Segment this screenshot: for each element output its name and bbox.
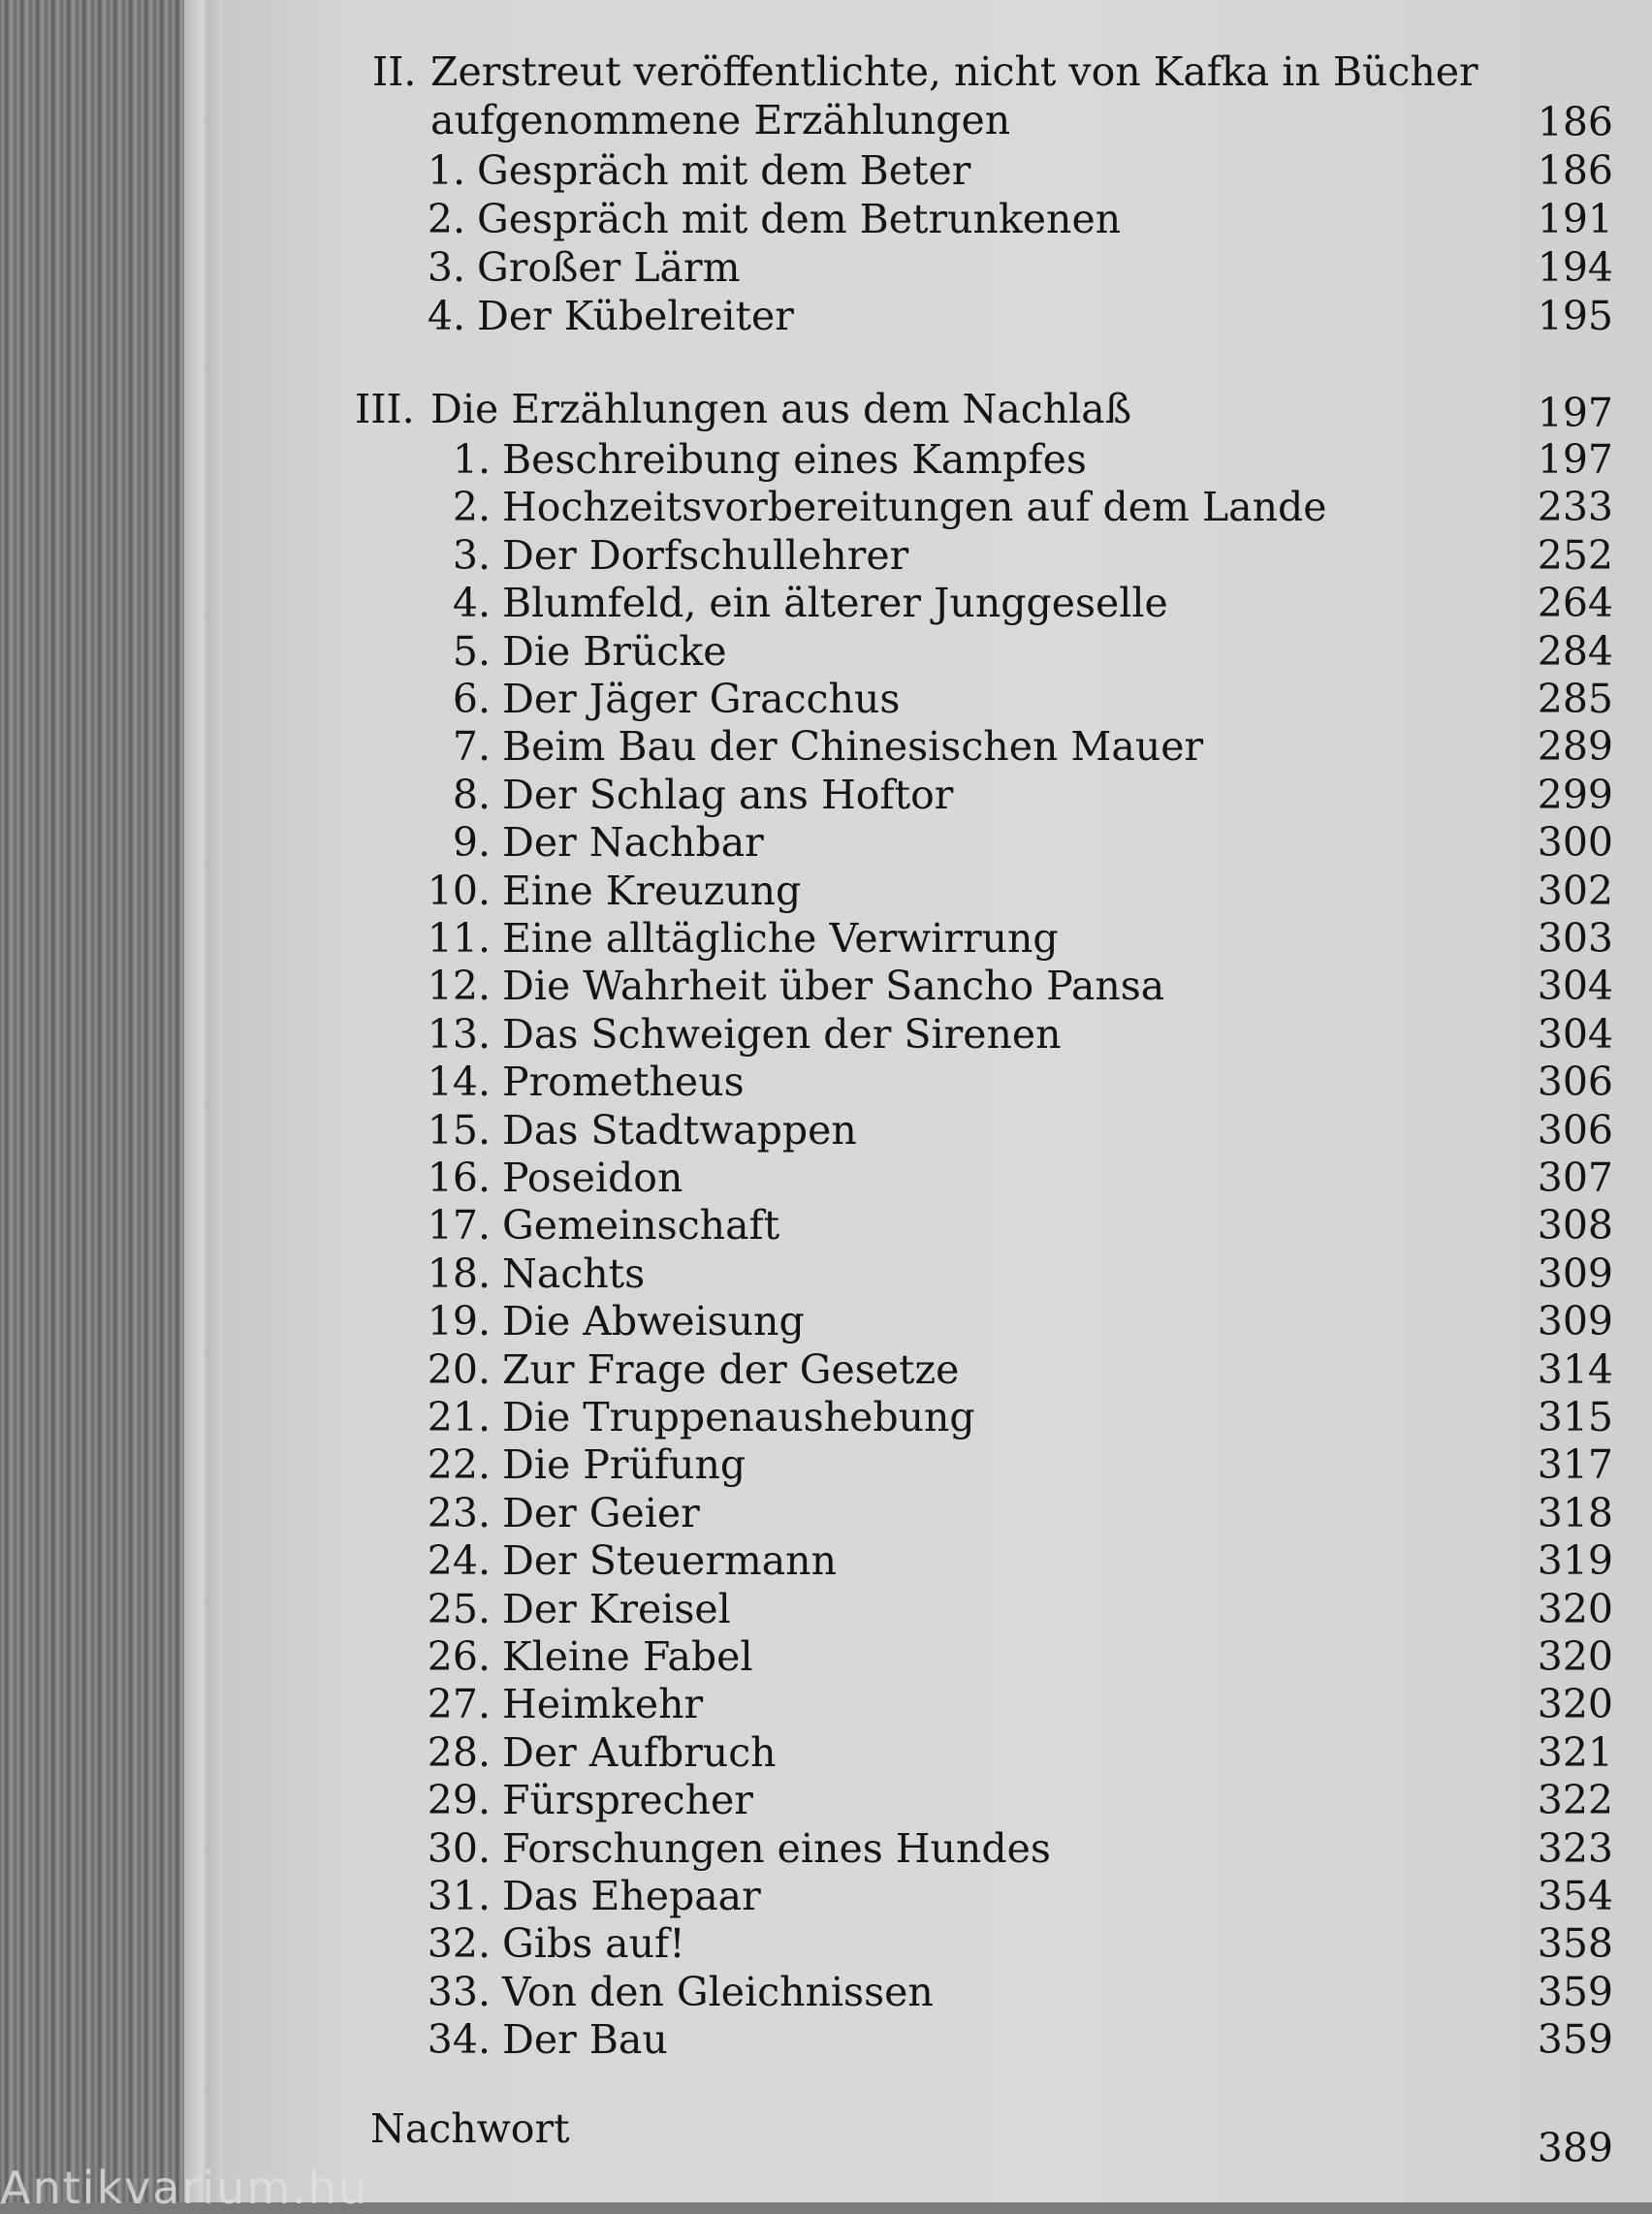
toc-entry [417,145,970,196]
toc-page [223,0,1652,2202]
toc-entry [417,1249,645,1299]
entry-number: 4. [452,580,491,627]
entry-title: Beim Bau der Chinesischen Mauer [502,723,1204,771]
entry-title: Der Schlag ans Hoftor [502,771,954,818]
entry-page-number: 264 [1537,580,1613,627]
entry-number: 16. [427,1154,491,1201]
entry-number: 33. [427,1968,491,2015]
entry-number: 2. [452,484,491,531]
entry-number: 3. [452,531,491,579]
entry-number: 8. [452,771,491,818]
entry-number: 25. [427,1585,491,1632]
toc-entry [417,1200,779,1250]
entry-page-number: 317 [1537,1441,1613,1489]
entry-title: Eine Kreuzung [502,867,802,914]
entry-title: Heimkehr [502,1681,704,1728]
entry-number: 18. [427,1249,491,1297]
entry-title: Beschreibung eines Kampfes [502,436,1087,483]
entry-number: 10. [427,867,491,914]
entry-title: Forschungen eines Hundes [502,1824,1051,1872]
entry-page-number: 318 [1537,1489,1613,1536]
entry-title: Hochzeitsvorbereitungen auf dem Lande [502,484,1327,531]
entry-number: 27. [427,1681,491,1728]
entry-page-number: 186 [1537,147,1613,194]
section-numeral: II. [372,48,417,95]
section-numeral: III. [355,386,415,432]
entry-page-number: 233 [1537,484,1613,531]
entry-number: 12. [427,963,491,1010]
entry-number: 2. [427,196,465,242]
toc-entry [417,1009,1062,1060]
entry-number: 21. [427,1394,491,1440]
entry-page-number: 359 [1537,2016,1613,2064]
entry-title: Der Aufbruch [502,1728,777,1776]
entry-title: Gespräch mit dem Beter [477,147,971,194]
book-spine [0,0,184,2202]
toc-entry [417,1727,777,1778]
entry-title: Das Stadtwappen [502,1106,857,1154]
entry-title: Der Kübelreiter [477,293,794,339]
entry-page-number: 308 [1537,1202,1613,1249]
toc-entry [417,1153,683,1203]
toc-entry [417,1392,975,1442]
toc-entry [417,530,908,581]
entry-title: Die Truppenaushebung [502,1394,975,1440]
entry-title: Das Ehepaar [502,1873,761,1919]
entry-page-number: 289 [1537,723,1613,771]
entry-number: 23. [427,1489,491,1536]
toc-entry [417,1344,959,1395]
entry-number: 31. [427,1873,491,1919]
section-title: Zerstreut veröffentlichte, nicht von Kafka in Bücher [430,48,1478,95]
entry-number: 6. [452,676,491,722]
entry-page-number: 320 [1537,1633,1613,1680]
entry-page-number: 321 [1537,1728,1613,1776]
entry-number: 11. [427,915,491,962]
entry-number: 1. [427,147,465,194]
entry-title: Der Geier [502,1489,700,1536]
entry-number: 3. [427,244,465,291]
entry-page-number: 319 [1537,1537,1613,1585]
toc-entry [417,1105,857,1155]
entry-title: Prometheus [502,1059,745,1106]
toc-entry [417,721,1203,772]
toc-entry [417,1631,753,1682]
entry-page-number: 306 [1537,1059,1613,1106]
entry-number: 14. [427,1059,491,1106]
entry-page-number: 314 [1537,1345,1613,1393]
entry-page-number: 285 [1537,676,1613,722]
toc-entry [417,961,1164,1011]
entry-number: 32. [427,1920,491,1968]
section-title: aufgenommene Erzählungen [430,97,1011,143]
toc-entry [417,913,1059,964]
entry-page-number: 304 [1537,1010,1613,1058]
entry-title: Fürsprecher [502,1777,753,1824]
toc-entry [417,1967,934,2017]
entry-number: 7. [452,723,491,771]
entry-number: 15. [427,1106,491,1154]
toc-entry [417,674,900,724]
entry-page-number: 195 [1537,293,1613,339]
entry-title: Zur Frage der Gesetze [502,1345,960,1393]
toc-entry [417,194,1121,244]
section-title: Die Erzählungen aus dem Nachlaß [430,386,1132,432]
toc-entry [417,626,727,677]
entry-title: Eine alltägliche Verwirrung [502,915,1059,962]
toc-entry [417,482,1327,532]
toc-entry [417,1057,745,1107]
entry-title: Kleine Fabel [502,1633,753,1680]
entry-page-number: 191 [1537,196,1613,242]
entry-number: 26. [427,1633,491,1680]
entry-page-number: 252 [1537,531,1613,579]
entry-number: 4. [427,293,465,339]
entry-page-number: 303 [1537,915,1613,962]
entry-page-number: 194 [1537,244,1613,291]
entry-page-number: 354 [1537,1873,1613,1919]
toc-entry [417,578,1168,628]
toc-entry [417,1871,761,1921]
entry-page-number: 299 [1537,771,1613,818]
toc-entry [417,1679,703,1729]
entry-page-number: 197 [1537,436,1613,483]
entry-title: Die Brücke [502,627,727,675]
entry-title: Gespräch mit dem Betrunkenen [477,196,1122,242]
entry-title: Der Kreisel [502,1585,731,1632]
entry-number: 13. [427,1010,491,1058]
entry-page-number: 309 [1537,1249,1613,1297]
afterword-title: Nachwort [370,2105,570,2152]
entry-number: 34. [427,2016,491,2064]
entry-number: 17. [427,1202,491,1249]
toc-entry [417,1775,753,1825]
entry-title: Gemeinschaft [502,1202,780,1249]
entry-page-number: 306 [1537,1106,1613,1154]
entry-title: Der Dorfschullehrer [502,531,909,579]
toc-entry [417,770,953,820]
watermark: Antikvarium.hu [0,2162,369,2214]
entry-number: 29. [427,1777,491,1824]
entry-page-number: 320 [1537,1681,1613,1728]
entry-title: Der Jäger Gracchus [502,676,901,722]
entry-page-number: 307 [1537,1154,1613,1201]
section-page-number: 197 [1537,390,1613,436]
entry-title: Das Schweigen der Sirenen [502,1010,1062,1058]
entry-title: Die Prüfung [502,1441,747,1489]
page-edge [184,0,223,2202]
entry-title: Poseidon [502,1154,683,1201]
entry-title: Von den Gleichnissen [502,1968,934,2015]
entry-title: Der Nachbar [502,819,764,867]
afterword-page-number: 389 [1537,2125,1613,2171]
entry-number: 22. [427,1441,491,1489]
toc-entry [417,1535,837,1586]
entry-title: Blumfeld, ein älterer Junggeselle [502,580,1168,627]
toc-entry [417,2014,668,2065]
toc-entry [417,434,1087,485]
entry-page-number: 320 [1537,1585,1613,1632]
section-page-number: 186 [1537,99,1613,145]
entry-page-number: 309 [1537,1298,1613,1345]
toc-entry [417,1488,700,1538]
entry-number: 28. [427,1728,491,1776]
entry-number: 5. [452,627,491,675]
entry-title: Der Bau [502,2016,668,2064]
entry-title: Großer Lärm [477,244,741,291]
entry-number: 30. [427,1824,491,1872]
entry-number: 20. [427,1345,491,1393]
toc-entry [417,291,794,341]
entry-title: Der Steuermann [502,1537,837,1585]
toc-entry [417,866,801,916]
entry-number: 24. [427,1537,491,1585]
toc-entry [417,1296,805,1346]
entry-page-number: 304 [1537,963,1613,1010]
toc-entry [417,1439,746,1490]
entry-title: Die Wahrheit über Sancho Pansa [502,963,1165,1010]
toc-entry [417,242,740,293]
entry-page-number: 302 [1537,867,1613,914]
entry-number: 9. [452,819,491,867]
entry-page-number: 300 [1537,819,1613,867]
entry-title: Nachts [502,1249,646,1297]
entry-page-number: 323 [1537,1824,1613,1872]
toc-entry [417,1918,685,1969]
entry-page-number: 284 [1537,627,1613,675]
entry-number: 19. [427,1298,491,1345]
entry-title: Gibs auf! [502,1920,685,1968]
toc-entry [417,1584,731,1634]
toc-entry [417,817,764,868]
entry-page-number: 358 [1537,1920,1613,1968]
entry-page-number: 322 [1537,1777,1613,1824]
entry-page-number: 315 [1537,1394,1613,1440]
toc-entry [417,1823,1051,1874]
entry-page-number: 359 [1537,1968,1613,2015]
entry-number: 1. [452,436,491,483]
entry-title: Die Abweisung [502,1298,805,1345]
